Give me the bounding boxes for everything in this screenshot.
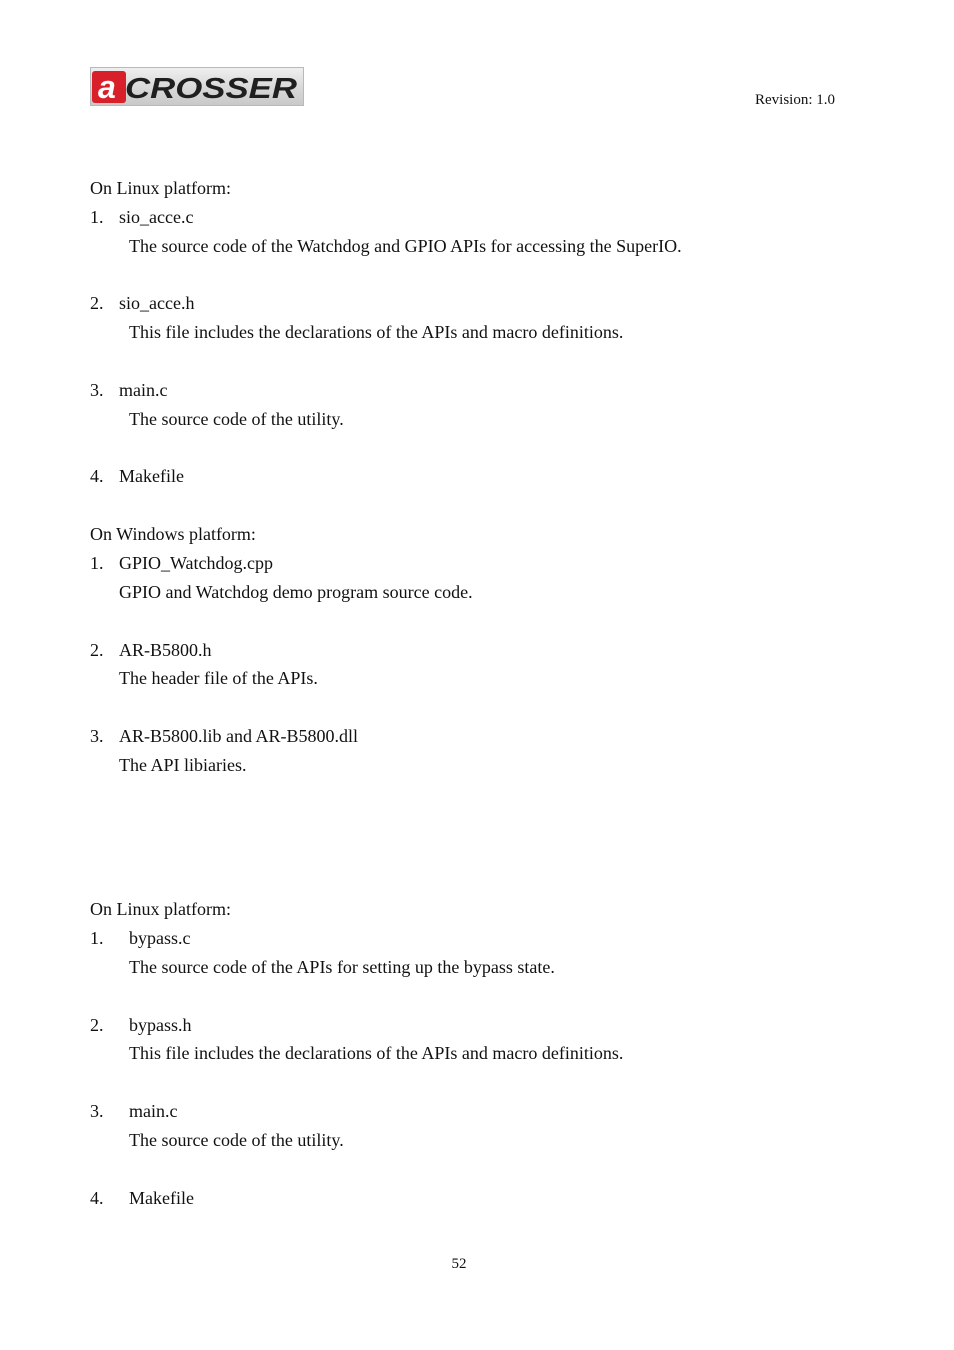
file-name: AR-B5800.lib and AR-B5800.dll [119, 726, 359, 746]
file-name: Makefile [119, 466, 184, 486]
file-name: bypass.h [129, 1015, 192, 1035]
file-name: bypass.c [129, 928, 191, 948]
list-item-number: 3. [90, 726, 104, 746]
file-name: main.c [119, 380, 168, 400]
page-number: 52 [451, 1256, 467, 1272]
file-description: The source code of the utility. [129, 409, 344, 429]
file-name: sio_acce.h [119, 293, 195, 313]
file-description: This file includes the declarations of the APIs and macro definitions. [129, 322, 624, 342]
list-item-number: 2. [90, 1015, 104, 1035]
list-item-number: 2. [90, 293, 104, 313]
acrosser-logo [90, 67, 304, 106]
file-description: The source code of the APIs for setting up the bypass state. [129, 957, 555, 977]
list-item-number: 1. [90, 553, 104, 573]
file-description: The header file of the APIs. [119, 668, 318, 688]
section-heading-linux: On Linux platform: [90, 178, 231, 198]
list-item-number: 3. [90, 1101, 104, 1121]
file-name: sio_acce.c [119, 207, 194, 227]
list-item-number: 4. [90, 466, 104, 486]
logo-wordmark: CROSSER [125, 73, 298, 105]
section-heading-linux-bypass: On Linux platform: [90, 899, 231, 919]
file-name: GPIO_Watchdog.cpp [119, 553, 274, 573]
list-item-number: 1. [90, 928, 104, 948]
logo-graphic [91, 68, 303, 105]
list-item-number: 3. [90, 380, 104, 400]
file-description: The source code of the utility. [129, 1130, 344, 1150]
list-item-number: 4. [90, 1188, 104, 1208]
file-description: The API libiaries. [119, 755, 247, 775]
file-name: AR-B5800.h [119, 640, 212, 660]
file-description: The source code of the Watchdog and GPIO APIs for accessing the SuperIO. [129, 236, 682, 256]
section-heading-windows: On Windows platform: [90, 524, 256, 544]
list-item-number: 2. [90, 640, 104, 660]
file-name: Makefile [129, 1188, 194, 1208]
logo-letter: a [98, 69, 116, 105]
list-item-number: 1. [90, 207, 104, 227]
file-name: main.c [129, 1101, 178, 1121]
file-description: GPIO and Watchdog demo program source code. [119, 582, 473, 602]
revision-label: Revision: 1.0 [755, 92, 836, 108]
file-description: This file includes the declarations of the APIs and macro definitions. [129, 1043, 624, 1063]
